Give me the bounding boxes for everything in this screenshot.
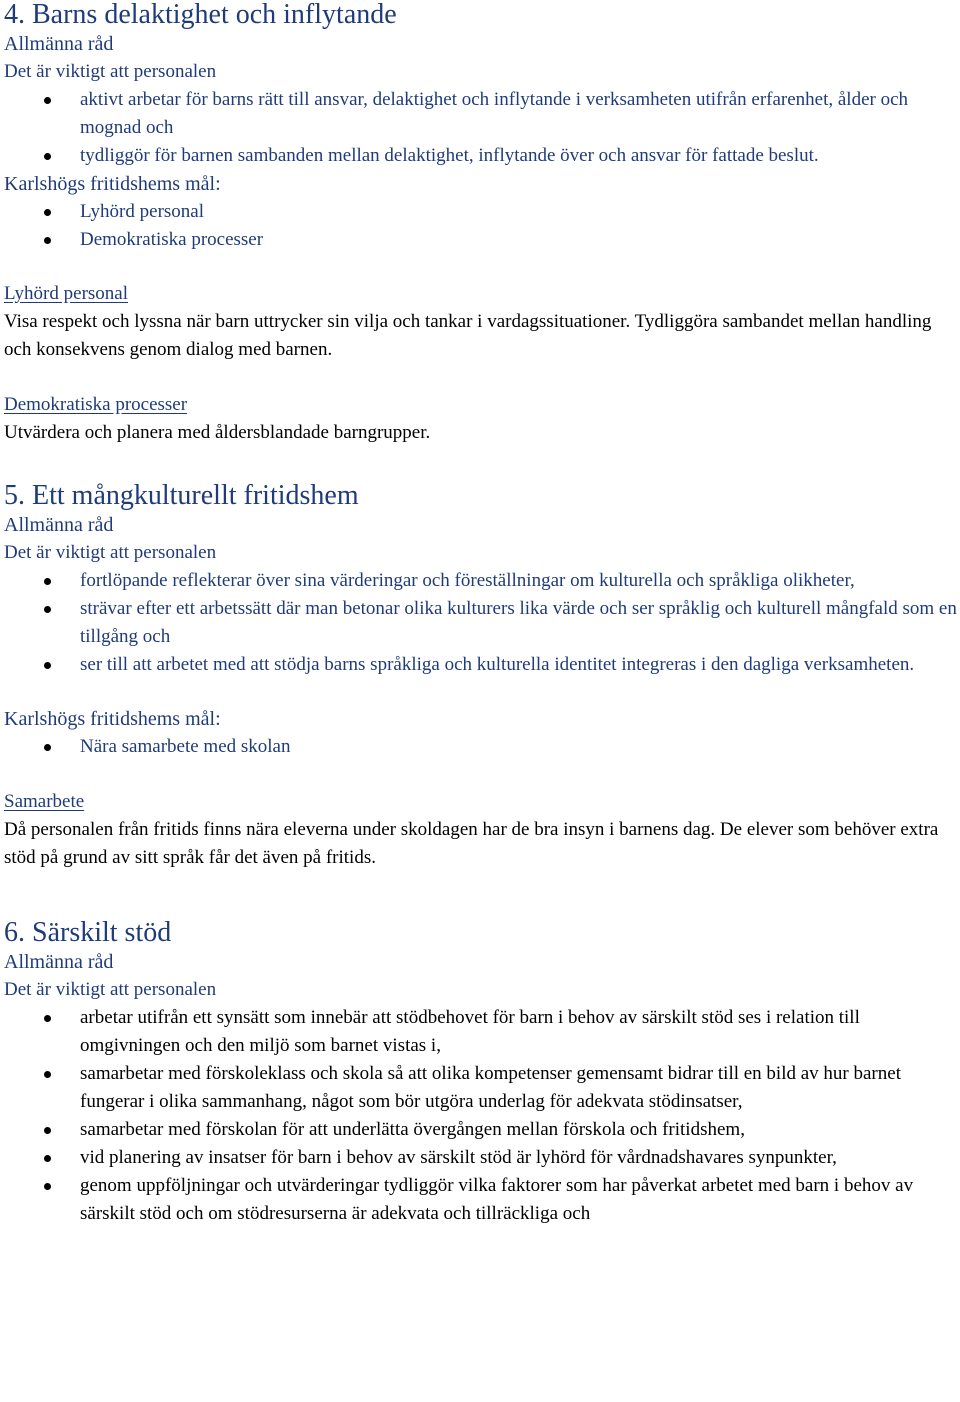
section-6-intro: Det är viktigt att personalen: [4, 979, 217, 1000]
spacer: [4, 679, 960, 705]
section-6-title: 6. Särskilt stöd: [4, 917, 172, 948]
section-4-title: 4. Barns delaktighet och inflytande: [4, 0, 397, 30]
bullet-icon: [44, 1015, 51, 1022]
section-5-goals-label: Karlshögs fritidshems mål:: [4, 708, 221, 730]
subsection-heading-lyhord: Lyhörd personal: [4, 283, 129, 304]
section-4-advice-label: Allmänna råd: [4, 33, 114, 55]
subsection-text-samarbete: Då personalen från fritids finns nära eleverna under skoldagen har de bra insyn i barnens dag. De elever som behöver extra stöd på grund av sitt språk får det även på fritids.: [4, 819, 939, 868]
bullet-icon: [44, 237, 51, 244]
bullet-icon: [44, 153, 51, 160]
list-item: arbetar utifrån ett synsätt som innebär att stödbehovet för barn i behov av särskilt stöd ses i relation till omgivningen och den miljö som barnet vistas i,: [4, 1004, 960, 1060]
bullet-icon: [44, 662, 51, 669]
list-item: samarbetar med förskolan för att underlätta övergången mellan förskola och fritidshem,: [4, 1116, 960, 1144]
bullet-icon: [44, 606, 51, 613]
bullet-icon: [44, 1071, 51, 1078]
section-6-advice-list: [4, 1004, 960, 1228]
list-item: aktivt arbetar för barns rätt till ansvar, delaktighet och inflytande i verksamheten utifrån erfarenhet, ålder och mognad och: [4, 86, 960, 142]
bullet-icon: [44, 1155, 51, 1162]
section-4-advice-list: [4, 86, 960, 170]
section-4-intro: Det är viktigt att personalen: [4, 61, 217, 82]
bullet-icon: [44, 578, 51, 585]
list-item: vid planering av insatser för barn i behov av särskilt stöd är lyhörd för vårdnadshavares synpunkter,: [4, 1144, 960, 1172]
subsection-heading-demokratiska: Demokratiska processer: [4, 394, 188, 415]
list-item: fortlöpande reflekterar över sina värderingar och föreställningar om kulturella och språkliga olikheter,: [4, 567, 960, 595]
list-item: Lyhörd personal: [4, 198, 960, 226]
subsection-heading-samarbete: Samarbete: [4, 791, 85, 812]
bullet-icon: [44, 744, 51, 751]
section-5-title: 5. Ett mångkulturellt fritidshem: [4, 480, 359, 511]
spacer: [4, 254, 960, 280]
section-6-advice-label: Allmänna råd: [4, 951, 114, 973]
section-5-advice-label: Allmänna råd: [4, 514, 114, 536]
list-item: genom uppföljningar och utvärderingar tydliggör vilka faktorer som har påverkat arbetet med barn i behov av särskilt stöd och om stödresurserna är adekvata och tillräckliga och: [4, 1172, 960, 1228]
section-5-advice-list: [4, 567, 960, 679]
subsection-text-lyhord: Visa respekt och lyssna när barn uttrycker sin vilja och tankar i vardagssituationer. Tydliggöra sambandet mellan handling och konsekvens genom dialog med barnen.: [4, 311, 932, 360]
bullet-icon: [44, 97, 51, 104]
list-item: strävar efter ett arbetssätt där man betonar olika kulturers lika värde och ser språklig och kulturell mångfald som en tillgång och: [4, 595, 960, 651]
bullet-icon: [44, 1183, 51, 1190]
list-item: Nära samarbete med skolan: [4, 733, 960, 761]
section-4-goals-list: [4, 198, 960, 254]
section-5-intro: Det är viktigt att personalen: [4, 542, 217, 563]
spacer: [4, 364, 960, 391]
bullet-icon: [44, 1127, 51, 1134]
list-item: tydliggör för barnen sambanden mellan delaktighet, inflytande över och ansvar för fattade beslut.: [4, 142, 960, 170]
bullet-icon: [44, 209, 51, 216]
list-item: samarbetar med förskoleklass och skola så att olika kompetenser gemensamt bidrar till en bild av hur barnet fungerar i olika sammanhang, något som bör utgöra underlag för adekvata stödinsatser,: [4, 1060, 960, 1116]
subsection-text-demokratiska: Utvärdera och planera med åldersblandade barngrupper.: [4, 422, 431, 443]
section-5-goals-list: [4, 733, 960, 761]
list-item: Demokratiska processer: [4, 226, 960, 254]
list-item: ser till att arbetet med att stödja barns språkliga och kulturella identitet integreras i den dagliga verksamheten.: [4, 651, 960, 679]
spacer: [4, 761, 960, 788]
section-4-goals-label: Karlshögs fritidshems mål:: [4, 173, 221, 195]
